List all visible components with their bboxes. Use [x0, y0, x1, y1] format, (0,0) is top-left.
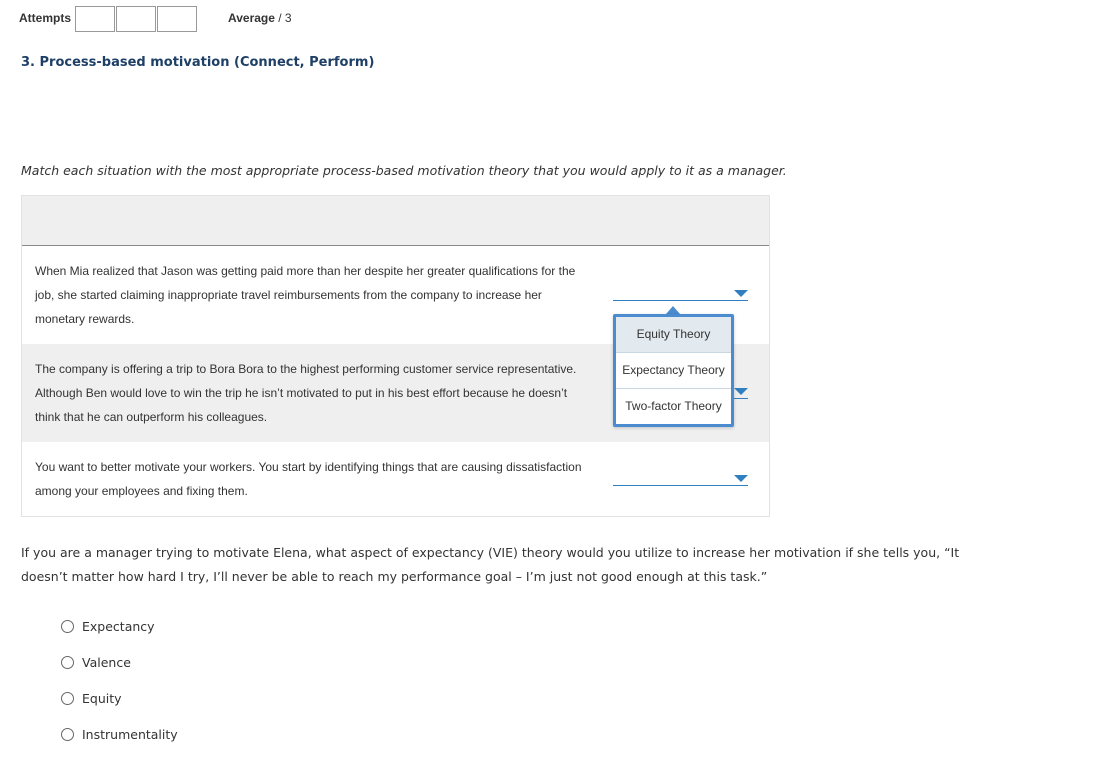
chevron-down-icon: [734, 475, 748, 482]
answer-option-label: Instrumentality: [82, 726, 178, 742]
dropdown-option-equity[interactable]: Equity Theory: [616, 317, 731, 353]
theory-dropdown-menu: [613, 314, 734, 427]
question-instructions: Match each situation with the most appropriate process-based motivation theory that you would apply to it as a manager.: [21, 163, 787, 178]
attempts-label: Attempts: [19, 11, 72, 25]
radio-button[interactable]: [61, 692, 74, 705]
answer-option-label: Expectancy: [82, 618, 155, 634]
dropdown-caret-icon: [666, 306, 680, 314]
chevron-down-icon: [734, 388, 748, 395]
attempt-box: [75, 6, 115, 32]
situation-text: You want to better motivate your workers. You start by identifying things that are causing dissatisfaction among your employees and fixing them.: [35, 460, 582, 498]
matching-header: [22, 196, 769, 246]
theory-select[interactable]: [613, 286, 748, 301]
radio-button[interactable]: [61, 728, 74, 741]
average-score: [228, 11, 292, 25]
radio-button[interactable]: [61, 620, 74, 633]
answer-option-equity[interactable]: [61, 680, 178, 716]
situation-text: The company is offering a trip to Bora Bora to the highest performing customer service representative. Although Ben would love to win the trip he isn’t motivated to put in his best effort because he doesn’t think that he can outperform his colleagues.: [35, 362, 577, 424]
question-title: 3. Process-based motivation (Connect, Perform): [21, 55, 375, 70]
answer-option-label: Equity: [82, 690, 122, 706]
dropdown-option-two-factor[interactable]: Two-factor Theory: [625, 399, 722, 413]
average-value: / 3: [278, 11, 292, 25]
answer-option-valence[interactable]: [61, 644, 178, 680]
situation-text: When Mia realized that Jason was getting paid more than her despite her greater qualifications for the job, she started claiming inappropriate travel reimbursements from the company to increase her monetary rewards.: [35, 264, 576, 326]
question2-text: If you are a manager trying to motivate Elena, what aspect of expectancy (VIE) theory would you utilize to increase her motivation if she tells you, “It doesn’t matter how hard I try, I’ll never be able to reach my performance goal – I’m just not good enough at this task.”: [21, 545, 960, 584]
answer-options: [61, 608, 178, 752]
average-label: Average: [228, 11, 275, 25]
radio-button[interactable]: [61, 656, 74, 669]
attempt-box: [157, 6, 197, 32]
answer-option-label: Valence: [82, 654, 131, 670]
theory-select[interactable]: [613, 471, 748, 486]
answer-option-expectancy[interactable]: [61, 608, 178, 644]
chevron-down-icon: [734, 290, 748, 297]
attempt-box: [116, 6, 156, 32]
matching-row: [22, 442, 769, 516]
dropdown-option-expectancy[interactable]: Expectancy Theory: [616, 353, 731, 389]
answer-option-instrumentality[interactable]: [61, 716, 178, 752]
attempt-boxes: [75, 6, 198, 32]
